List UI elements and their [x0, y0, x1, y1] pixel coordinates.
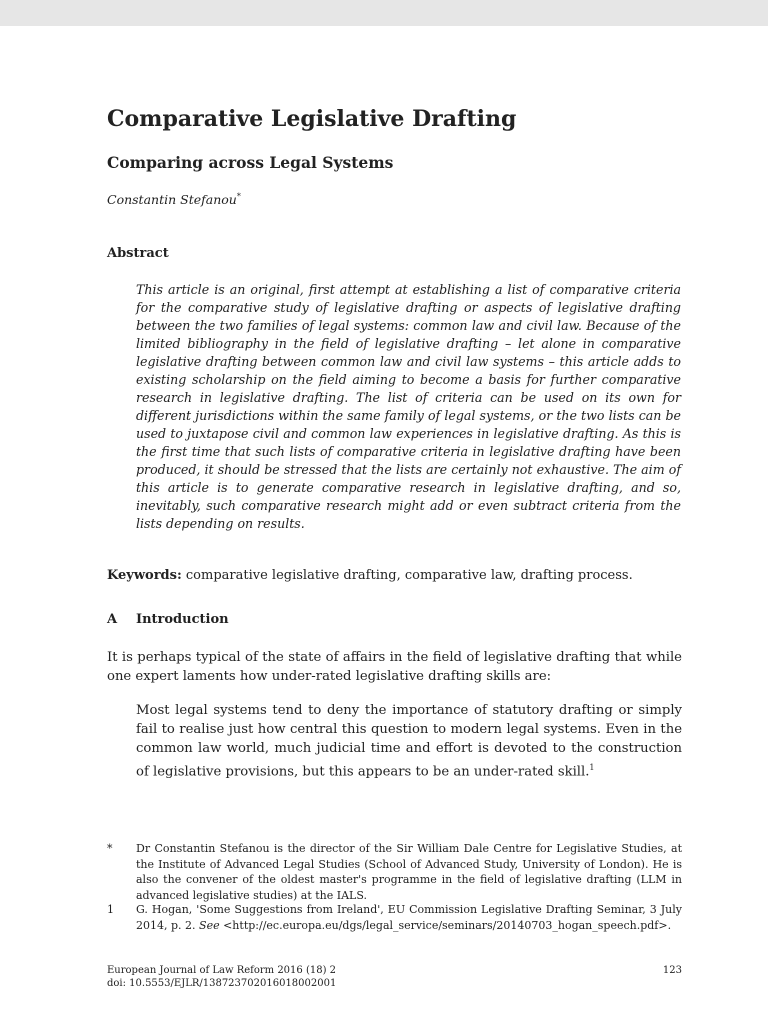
footnote-mark: 1 — [107, 903, 114, 916]
section-title: Introduction — [136, 612, 229, 627]
author-name: Constantin Stefanou — [107, 192, 237, 208]
abstract-text: This article is an original, first attempt at establishing a list of comparative criteria for the comparative study of legislative drafting or aspects of legislative drafting between the two families of legal systems: common law and civil law. Because of the limited bibliography in the field of legislative drafting – let alone in comparative legislative drafting between common law and civil law systems – this article adds to existing scholarship on the field aiming to become a basis for further comparative research in legislative drafting. The list of criteria can be used on its own for different jurisdictions within the same family of legal systems, or the two lists can be used to juxtapose civil and common law experiences in legislative drafting. As this is the first time that such lists of comparative criteria in legislative drafting have been produced, it should be stressed that the lists are certainly not exhaustive. The aim of this article is to generate comparative research in legislative drafting, and so, inevitably, such comparative research might add or even subtract criteria from the lists depending on results. — [136, 282, 681, 531]
quote-text: Most legal systems tend to deny the importance of statutory drafting or simply fail to realise just how central this question to modern legal systems. Even in the common law world, much judicial time and effort is devoted to the construction of legislative provisions, but this appears to be an under-rated skill. — [136, 703, 682, 780]
journal-footer — [107, 965, 336, 990]
keywords-line — [107, 568, 633, 583]
article-subtitle: Comparing across Legal Systems — [107, 153, 394, 172]
section-heading — [107, 612, 229, 627]
quote-footnote-ref[interactable]: 1 — [589, 763, 595, 772]
section-number: A — [107, 612, 118, 627]
footnote-mark: * — [107, 842, 113, 855]
footnote — [107, 902, 682, 933]
author-footnote-mark[interactable]: * — [236, 192, 241, 201]
keywords-label: Keywords: — [107, 568, 182, 583]
journal-doi[interactable]: doi: 10.5553/EJLR/138723702016018002001 — [107, 977, 337, 989]
page-number: 123 — [662, 965, 682, 976]
footnote-text — [136, 902, 682, 933]
footnote-see: See — [199, 918, 220, 932]
article-title: Comparative Legislative Drafting — [107, 106, 517, 132]
viewer-top-bar — [0, 0, 768, 26]
block-quote — [136, 701, 682, 781]
intro-paragraph: It is perhaps typical of the state of affairs in the field of legislative drafting that while one expert laments how under-rated legislative drafting skills are: — [107, 650, 682, 684]
footnote-citation: G. Hogan, 'Some Suggestions from Ireland', EU Commission Legislative Drafting Seminar, 3 July 2014, p. 2. — [136, 903, 682, 932]
author-line — [107, 192, 241, 207]
abstract-heading: Abstract — [107, 246, 169, 261]
footnote-url-link[interactable]: <http://ec.europa.eu/dgs/legal_service/seminars/20140703_hogan_speech.pdf>. — [223, 918, 672, 932]
footnote-text: Dr Constantin Stefanou is the director of the Sir William Dale Centre for Legislative Studies, at the Institute of Advanced Legal Studies (School of Advanced Study, University of London). He is also the convener of the oldest master's programme in the field of legislative drafting (LLM in advanced legislative studies) at the IALS. — [136, 842, 682, 902]
keywords-text: comparative legislative drafting, comparative law, drafting process. — [185, 568, 633, 583]
footnote — [107, 841, 682, 903]
journal-name: European Journal of Law Reform 2016 (18) 2 — [107, 965, 337, 976]
